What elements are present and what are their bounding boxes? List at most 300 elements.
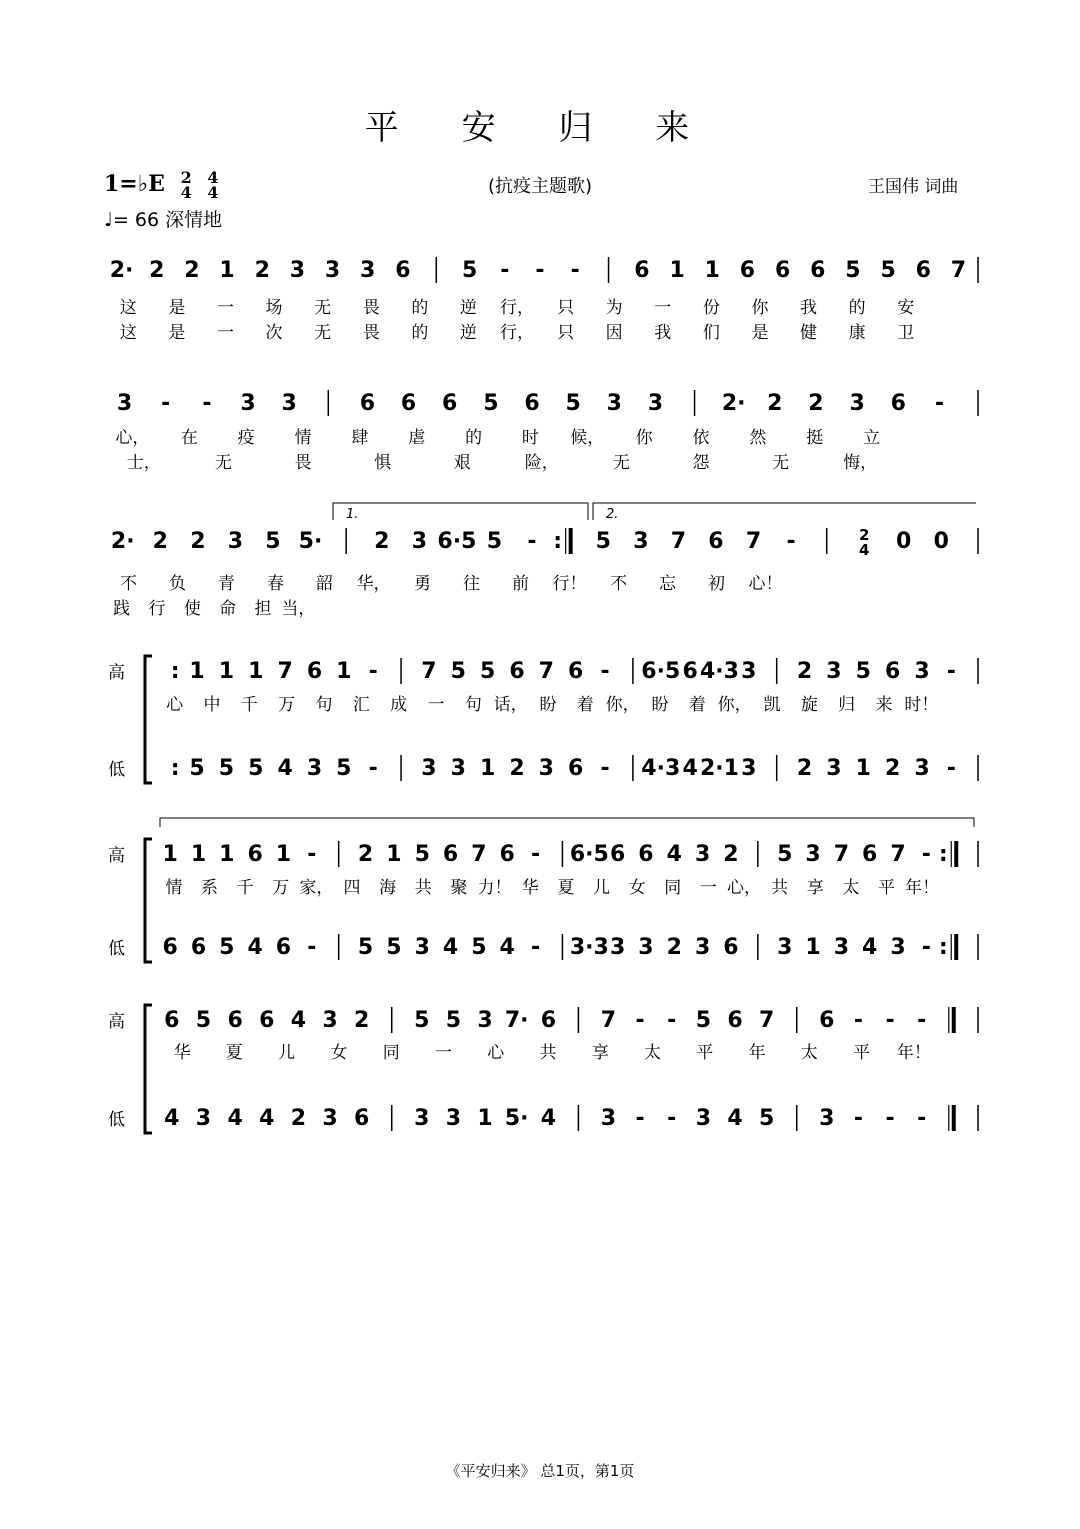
row6-high-note: - (885, 1008, 895, 1033)
row4-high-note: 3 (914, 659, 930, 684)
row5-lyric-syllable: 力！ (477, 878, 512, 898)
song-title: 平 安 归 来 (364, 108, 716, 148)
row4-high-note: - (600, 659, 610, 684)
row1-note: 5 (845, 258, 861, 283)
row3-lyric1-syllable: 往 (463, 574, 480, 594)
row5-lyric-syllable: 平 (878, 878, 896, 898)
row5-high-note: 7 (890, 842, 906, 867)
row5-high-note: 6 (247, 842, 263, 867)
row2-note: 3 (606, 391, 622, 416)
row1-lyric1-syllable: 行， (500, 298, 534, 318)
row2-note: 2 (767, 391, 783, 416)
row3-timesig-bottom: 4 (859, 541, 870, 559)
row3-repeat-dots: : (553, 529, 563, 554)
row4-high-note: 5 (479, 659, 496, 684)
row5-low-note: 4 (499, 935, 515, 960)
row6-high-note: 6 (227, 1008, 243, 1033)
volta-1-bracket (333, 503, 588, 520)
row3-lyric1-syllable: 前 (512, 574, 529, 594)
row6-low-note: 4 (227, 1106, 243, 1131)
row4-lyric-syllable: 着 (576, 695, 594, 715)
row6-high-note: 4 (290, 1008, 307, 1033)
row2-lyric2-syllable: 畏 (294, 453, 312, 473)
row5-low-note: 3 (777, 935, 793, 960)
row5-high-note: 6 (638, 842, 654, 867)
row1-note: 5 (880, 258, 896, 283)
row1-note: 1 (704, 258, 720, 283)
row1-lyric1-syllable: 畏 (362, 298, 380, 318)
row5-high-note: 1 (275, 842, 292, 867)
row4-low-note: 4·3 (641, 756, 681, 781)
volta-1-label: 1. (346, 507, 359, 522)
row4-high-note: 6 (568, 659, 584, 684)
row1-note: 6 (810, 258, 826, 283)
row6-brace (145, 1005, 152, 1133)
row6-lyric-syllable: 平 (696, 1043, 714, 1063)
row1-note: 2 (149, 258, 165, 283)
row5-high-note: 1 (219, 842, 235, 867)
row5-high-note: 3 (694, 842, 711, 867)
row3-lyric2-syllable: 行 (148, 599, 166, 619)
row2-note: 2 (808, 391, 824, 416)
row6-high-note: 5 (195, 1008, 212, 1033)
volta-2-label: 2. (606, 507, 619, 522)
row1-lyric2-syllable: 我 (654, 323, 672, 343)
row3-timesig-top: 2 (859, 526, 870, 544)
row5-low-note: - (307, 935, 317, 960)
row4-high-note: 6 (682, 659, 698, 684)
row5-low-note: 3·3 (569, 935, 609, 960)
row6-high-note: 3 (322, 1008, 338, 1033)
row1-note: - (500, 258, 510, 283)
row6-low-note: 4 (259, 1106, 275, 1131)
row4-high-note: 1 (336, 659, 352, 684)
row4-lyric-syllable: 来 (875, 695, 893, 715)
row4-high-note: 4·3 (699, 659, 739, 684)
row5-voice-low-label: 低 (108, 939, 125, 959)
row5-slur-bracket (160, 818, 974, 827)
row2-note: 5 (565, 391, 581, 416)
row1-lyric2-syllable: 次 (265, 323, 283, 343)
row5-lyric-syllable: 年！ (905, 878, 940, 898)
row3-lyric1-syllable: 心！ (748, 574, 783, 594)
row5-lyric-syllable: 家， (299, 878, 334, 898)
row1-lyric2-syllable: 的 (411, 323, 429, 343)
row5-low-note: 6 (190, 935, 207, 960)
row1-lyric2-syllable: 无 (314, 323, 332, 343)
row2-note: - (202, 391, 212, 416)
row2-note: - (161, 391, 171, 416)
row3-note: 2 (374, 529, 390, 554)
row3-note: 2 (190, 529, 206, 554)
row1-note: 3 (324, 258, 341, 283)
row6-low-note: - (917, 1106, 927, 1131)
row5-low-note: 3 (694, 935, 711, 960)
row3-note: 3 (633, 529, 649, 554)
row5-low-repeat-dots: : (938, 935, 948, 960)
row6-lyric-syllable: 平 (853, 1043, 871, 1063)
row4-lyric-syllable: 万 (278, 695, 296, 715)
row6-low-note: 5 (759, 1106, 775, 1131)
row3-lyric1-syllable: 忘 (659, 574, 676, 594)
row1-lyric1-syllable: 场 (265, 298, 283, 318)
row3-lyric1-syllable: 韶 (316, 574, 333, 594)
row1-lyric1-syllable: 我 (800, 298, 818, 318)
row2-note: 3 (281, 391, 297, 416)
row2-lyric1-syllable: 虐 (408, 428, 426, 448)
row6-high-note: 7 (759, 1008, 775, 1033)
row4-low-note: 2 (796, 756, 813, 781)
row4-high-note: - (946, 659, 956, 684)
row2-note: 3 (647, 391, 664, 416)
row4-low-note: 3 (421, 756, 437, 781)
row6-lyric-syllable: 华 (173, 1043, 191, 1063)
row4-lyric-syllable: 心 (166, 695, 184, 715)
row1-lyric1-syllable: 只 (557, 298, 575, 318)
row1-note: 6 (395, 258, 411, 283)
row1-note: 5 (462, 258, 478, 283)
row2-lyric1-syllable: 然 (749, 428, 767, 448)
row3-note: - (786, 529, 796, 554)
row2-lyric1-syllable: 时 (521, 428, 539, 448)
row2-note: 6 (442, 391, 458, 416)
row6-high-note: - (635, 1008, 645, 1033)
row1-note: - (535, 258, 545, 283)
row5-low-note: 6 (162, 935, 178, 960)
row5-low-note: 5 (471, 935, 487, 960)
row2-lyric1-syllable: 候， (570, 428, 605, 448)
row2-note: 6 (400, 391, 417, 416)
row5-high-note: 1 (162, 842, 178, 867)
row3-note: 6·5 (437, 529, 477, 554)
time-sig-1: 2 4 (180, 168, 192, 202)
row3-lyric2-syllable: 担 (254, 599, 272, 619)
row4-low-note: 1 (479, 756, 496, 781)
row1-lyric2-syllable: 一 (216, 323, 234, 343)
row2-lyric2-syllable: 士， (126, 453, 161, 473)
row4-low-note: 3 (538, 756, 554, 781)
row2-lyric2-syllable: 怨 (692, 453, 710, 473)
row4-high-note: 5 (855, 659, 871, 684)
row2-lyric2-syllable: 惧 (374, 453, 392, 473)
row5-high-note: 6 (442, 842, 459, 867)
row4-lyric-syllable: 盼 (651, 695, 669, 715)
row5-high-note: - (307, 842, 317, 867)
row1-lyric1-syllable: 你 (751, 298, 769, 318)
row5-lyric-syllable: 聚 (450, 878, 468, 898)
row6-low-note: 1 (477, 1106, 493, 1131)
row6-low-note: 5· (504, 1106, 529, 1131)
volta-2-bracket (593, 503, 976, 520)
row4-voice-high-label: 高 (108, 663, 125, 683)
row5-low-note: 2 (666, 935, 682, 960)
row6-low-note: - (667, 1106, 677, 1131)
row6-high-note: 2 (354, 1008, 370, 1033)
row4-lyric-syllable: 句 (315, 695, 333, 715)
row4-lyric-syllable: 你， (717, 695, 752, 715)
time-sig-2: 4 4 (207, 168, 219, 202)
row2-note: 3 (849, 391, 865, 416)
row1-lyric1-syllable: 一 (654, 298, 672, 318)
row1-note: - (570, 258, 580, 283)
row5-high-note: 1 (386, 842, 402, 867)
row3-lyric1-syllable: 不 (610, 574, 627, 594)
row6-lyric-syllable: 一 (434, 1043, 452, 1063)
row1-note: 3 (360, 258, 376, 283)
row6-high-note: - (917, 1008, 927, 1033)
row6-high-note: - (853, 1008, 863, 1033)
row5-lyric-syllable: 儿 (592, 878, 610, 898)
row1-note: 3 (289, 258, 306, 283)
row4-high-note: 6 (509, 659, 525, 684)
row5-low-note: 4 (247, 935, 263, 960)
row4-low-note: 5 (189, 756, 205, 781)
row1-note: 6 (774, 258, 791, 283)
row1-lyric2-syllable: 只 (557, 323, 575, 343)
row5-high-note: 7 (833, 842, 850, 867)
row3-lyric1-syllable: 不 (120, 574, 137, 594)
row5-lyric-syllable: 一 (699, 878, 717, 898)
row2-lyric2-syllable: 悔， (843, 453, 878, 473)
row4-low-note: 3 (826, 756, 842, 781)
row4-low-note: - (946, 756, 956, 781)
row6-lyric-syllable: 夏 (225, 1043, 243, 1063)
row4-lyric-syllable: 时！ (904, 695, 939, 715)
row4-low-note: 2 (884, 756, 901, 781)
row2-lyric2-syllable: 无 (612, 453, 630, 473)
row2-lyric1-syllable: 疫 (237, 428, 255, 448)
row1-note: 2 (254, 258, 270, 283)
row2-lyric1-syllable: 心， (115, 428, 150, 448)
row6-high-note: 6 (819, 1008, 835, 1033)
row5-low-note: 3 (890, 935, 906, 960)
row4-high-note: 7 (421, 659, 437, 684)
row1-lyric1-syllable: 的 (411, 298, 429, 318)
row5-low-note: 5 (386, 935, 402, 960)
row4-high-note: 1 (248, 659, 264, 684)
row6-low-note: 4 (727, 1106, 743, 1131)
row5-lyric-syllable: 同 (664, 878, 682, 898)
row1-lyric1-syllable: 为 (605, 298, 623, 318)
row4-lyric-syllable: 盼 (539, 695, 557, 715)
row4-high-note: 7 (277, 659, 293, 684)
row6-low-note: - (635, 1106, 645, 1131)
row6-high-note: - (667, 1008, 677, 1033)
row2-lyric1-syllable: 依 (692, 428, 710, 448)
row6-high-note: 5 (695, 1008, 712, 1033)
row3-note: 5 (265, 529, 281, 554)
row4-brace (145, 656, 152, 783)
row6-low-note: 4 (540, 1106, 556, 1131)
row4-low-note: 3 (450, 756, 466, 781)
row6-lyric-syllable: 共 (539, 1043, 557, 1063)
row3-note: 7 (670, 529, 687, 554)
row3-note: 7 (745, 529, 762, 554)
row5-high-note: 5 (777, 842, 793, 867)
row4-low-note: 5 (336, 756, 352, 781)
row1-note: 2 (184, 258, 200, 283)
row3-note: 5 (595, 529, 611, 554)
row6-low-note: 4 (164, 1106, 180, 1131)
row6-lyric-syllable: 儿 (278, 1043, 296, 1063)
row5-high-note: - (530, 842, 541, 867)
row4-high-note: 2 (796, 659, 813, 684)
row6-low-note: 3 (445, 1106, 462, 1131)
row6-high-note: 6 (259, 1008, 275, 1033)
row2-note: 6 (359, 391, 376, 416)
row4-lyric-syllable: 归 (838, 695, 856, 715)
row3-note: 5· (298, 529, 323, 554)
row4-low-note: 2 (509, 756, 525, 781)
row4-high-note: 6 (884, 659, 901, 684)
row2-lyric2-syllable: 无 (772, 453, 790, 473)
row4-lyric-syllable: 你， (605, 695, 640, 715)
row4-lyric-syllable: 着 (688, 695, 706, 715)
row5-high-note: 6·5 (569, 842, 609, 867)
row6-high-note: 5 (414, 1008, 430, 1033)
row1-lyric1-syllable: 安 (897, 298, 915, 318)
row5-low-note: 3 (833, 935, 850, 960)
row1-lyric1-syllable: 无 (314, 298, 332, 318)
row2-note: 3 (240, 391, 256, 416)
row4-lyric-syllable: 凯 (763, 695, 781, 715)
row5-low-note: - (921, 935, 931, 960)
row6-voice-high-label: 高 (108, 1012, 125, 1032)
row5-lyric-syllable: 系 (200, 878, 218, 898)
row5-low-note: 6 (723, 935, 739, 960)
row4-low-note: 4 (277, 756, 293, 781)
row5-low-note: 3 (414, 935, 430, 960)
row3-lyric1-syllable: 华， (356, 574, 391, 594)
row4-high-note: 7 (538, 659, 554, 684)
row5-lyric-syllable: 四 (343, 878, 361, 898)
row6-high-note: 5 (445, 1008, 462, 1033)
row1-lyric2-syllable: 因 (605, 323, 623, 343)
row4-high-note: 5 (450, 659, 466, 684)
row3-note: - (527, 529, 537, 554)
row1-lyric2-syllable: 卫 (897, 323, 915, 343)
row2-lyric1-syllable: 在 (180, 428, 198, 448)
row6-lyric-syllable: 女 (330, 1043, 348, 1063)
row6-lyric-syllable: 年！ (896, 1043, 931, 1063)
row4-low-note: - (368, 756, 378, 781)
row1-lyric2-syllable: 畏 (362, 323, 380, 343)
row5-high-note: 2 (357, 842, 374, 867)
row4-high-repeat-start: : (170, 659, 180, 684)
row5-low-note: 5 (357, 935, 374, 960)
row5-lyric-syllable: 千 (236, 878, 254, 898)
row6-lyric-syllable: 心 (487, 1043, 505, 1063)
row2-lyric2-syllable: 艰 (453, 453, 471, 473)
row3-note: 3 (411, 529, 428, 554)
row1-note: 2· (109, 258, 134, 283)
row5-brace (145, 839, 152, 962)
row3-lyric1-syllable: 负 (169, 574, 186, 594)
row4-lyric-syllable: 句 (464, 695, 482, 715)
row4-lyric-syllable: 汇 (352, 695, 370, 715)
row5-high-note: - (921, 842, 931, 867)
row4-lyric-syllable: 成 (390, 695, 408, 715)
row6-lyric-syllable: 同 (382, 1043, 400, 1063)
row2-note: 6 (890, 391, 906, 416)
row3-lyric2-syllable: 使 (183, 599, 201, 619)
row5-high-note: 3 (805, 842, 821, 867)
row2-note: 5 (483, 391, 499, 416)
row5-lyric-syllable: 太 (842, 878, 860, 898)
row6-low-note: 3 (695, 1106, 712, 1131)
row6-low-note: 6 (354, 1106, 370, 1131)
row1-lyric1-syllable: 是 (168, 298, 186, 318)
row5-high-note: 5 (414, 842, 430, 867)
row6-low-note: 3 (414, 1106, 430, 1131)
row4-low-note: 3 (741, 756, 757, 781)
key-label: 1=♭E (104, 171, 165, 197)
row5-high-note: 2 (723, 842, 739, 867)
row1-note: 1 (219, 258, 235, 283)
row6-lyric-syllable: 太 (800, 1043, 818, 1063)
row5-high-note: 6 (499, 842, 515, 867)
row5-voice-high-label: 高 (108, 846, 125, 866)
row6-high-note: 7· (504, 1008, 529, 1033)
row5-low-note: 1 (805, 935, 821, 960)
row1-note: 1 (669, 258, 685, 283)
row3-lyric1-syllable: 行！ (552, 574, 587, 594)
row5-low-note: 6 (275, 935, 292, 960)
row4-high-note: - (368, 659, 378, 684)
row4-high-note: 1 (218, 659, 235, 684)
row5-high-repeat-dots: : (938, 842, 948, 867)
row2-lyric1-syllable: 你 (635, 428, 653, 448)
row3-note: 6 (708, 529, 724, 554)
row1-note: 6 (739, 258, 756, 283)
row4-voice-low-label: 低 (108, 760, 125, 780)
row4-lyric-syllable: 一 (427, 695, 445, 715)
row4-low-note: 3 (306, 756, 323, 781)
row2-note: 6 (524, 391, 540, 416)
row6-low-note: - (885, 1106, 895, 1131)
author-credit: 王国伟 词曲 (868, 177, 959, 197)
row5-lyric-syllable: 华 (521, 878, 539, 898)
row4-lyric-syllable: 中 (203, 695, 221, 715)
row6-low-note: 3 (195, 1106, 212, 1131)
row6-high-note: 6 (540, 1008, 556, 1033)
row3-note: 2· (110, 529, 135, 554)
row2-note: 2· (721, 391, 746, 416)
row2-lyric2-syllable: 无 (214, 453, 232, 473)
row5-lyric-syllable: 享 (806, 878, 824, 898)
row3-lyric1-syllable: 初 (708, 574, 725, 594)
row4-high-note: 6·5 (641, 659, 681, 684)
row5-low-note: 3 (609, 935, 626, 960)
row6-low-note: 3 (322, 1106, 338, 1131)
row4-low-note: 6 (568, 756, 584, 781)
row2-lyric1-syllable: 的 (465, 428, 483, 448)
row2-lyric1-syllable: 立 (863, 428, 881, 448)
row4-low-note: 3 (914, 756, 930, 781)
row3-lyric1-syllable: 勇 (414, 574, 431, 594)
row6-high-note: 6 (164, 1008, 180, 1033)
row4-low-note: 4 (682, 756, 698, 781)
row1-lyric2-syllable: 健 (800, 323, 818, 343)
subtitle: (抗疫主题歌) (487, 176, 593, 197)
row5-high-note: 7 (471, 842, 487, 867)
row5-high-note: 4 (666, 842, 682, 867)
row5-lyric-syllable: 夏 (557, 878, 575, 898)
row4-lyric-syllable: 千 (240, 695, 258, 715)
row5-lyric-syllable: 心， (727, 878, 761, 898)
row6-high-note: 6 (727, 1008, 743, 1033)
row4-high-note: 3 (826, 659, 842, 684)
